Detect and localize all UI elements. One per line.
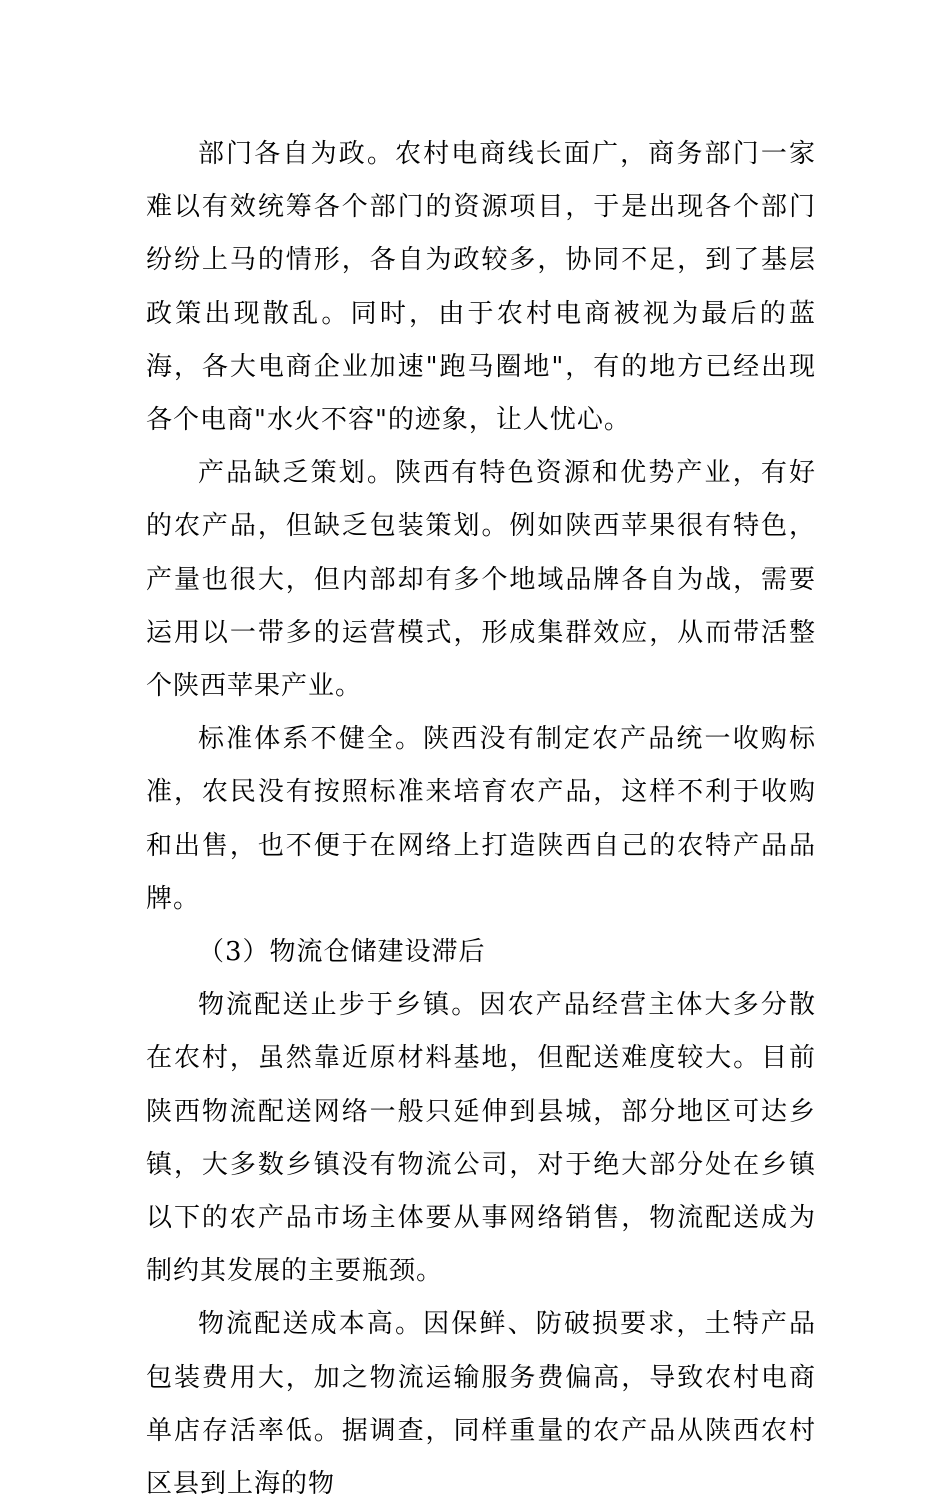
paragraph-logistics-township: 物流配送止步于乡镇。因农产品经营主体大多分散在农村，虽然靠近原材料基地，但配送难度较大。目前陕西物流配送网络一般只延伸到县城，部分地区可达乡镇，大多数乡镇没有物流公司，对于绝大部分处在乡镇以下的农产品市场主体要从事网络销售，物流配送成为制约其发展的主要瓶颈。: [146, 990, 816, 1287]
section-heading: （3）物流仓储建设滞后: [198, 937, 486, 968]
paragraph-fragmented-administration: 部门各自为政。农村电商线长面广，商务部门一家难以有效统筹各个部门的资源项目，于是出现各个部门纷纷上马的情形，各自为政较多，协同不足，到了基层政策出现散乱。同时，由于农村电商被视为最后的蓝海，各大电商企业加速"跑马圈地"，有的地方已经出现各个电商"水火不容"的迹象，让人忧心。: [146, 139, 816, 436]
paragraph-standards-system: 标准体系不健全。陕西没有制定农产品统一收购标准，农民没有按照标准来培育农产品，这样不利于收购和出售，也不便于在网络上打造陕西自己的农特产品品牌。: [146, 724, 816, 914]
paragraph-logistics-cost: 物流配送成本高。因保鲜、防破损要求，土特产品包装费用大，加之物流运输服务费偏高，导致农村电商单店存活率低。据调查，同样重量的农产品从陕西农村区县到上海的物: [146, 1309, 816, 1500]
document-body: [146, 128, 816, 1511]
paragraph-product-planning: 产品缺乏策划。陕西有特色资源和优势产业，有好的农产品，但缺乏包装策划。例如陕西苹果很有特色，产量也很大，但内部却有多个地域品牌各自为战，需要运用以一带多的运营模式，形成集群效应，从而带活整个陕西苹果产业。: [146, 458, 816, 702]
